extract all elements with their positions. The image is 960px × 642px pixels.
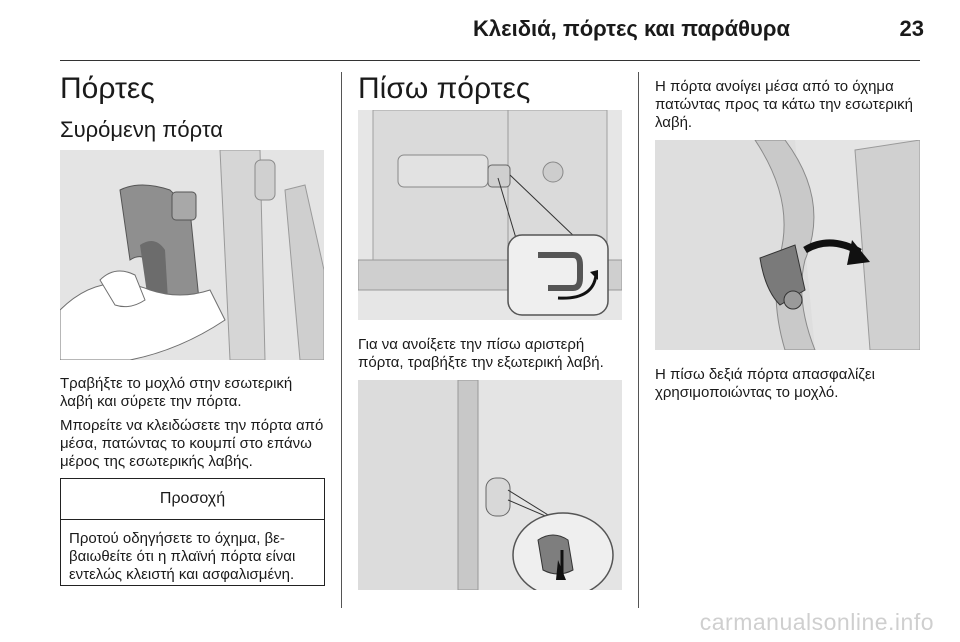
sliding-door-paragraph-1: Τραβήξτε το μοχλό στην εσωτερική λαβή και σύρετε την πόρτα.	[60, 375, 293, 410]
section-title-doors: Πόρτες	[60, 72, 155, 105]
header-rule	[60, 60, 920, 61]
sliding-door-paragraph-2: Μπορείτε να κλειδώσετε την πόρτα από μέσα, πατώντας το κουμπί στο επάνω μέρος της εσωτερικής λαβής.	[60, 417, 324, 470]
page-number: 23	[899, 16, 924, 41]
rear-door-exterior-handle-illustration	[358, 110, 622, 320]
column-divider-2	[638, 72, 639, 608]
sliding-door-handle-illustration	[60, 150, 324, 360]
chapter-title: Κλειδιά, πόρτες και παράθυρα	[473, 16, 790, 41]
rear-right-door-paragraph: Η πίσω δεξιά πόρτα απασφαλίζει χρησιμοποιώντας το μοχλό.	[655, 366, 875, 401]
rear-right-door-lever-illustration	[655, 140, 920, 350]
rear-left-door-paragraph: Για να ανοίξετε την πίσω αριστερή πόρτα, τραβήξτε την εξωτερική λαβή.	[358, 336, 604, 371]
subsection-title-sliding-door: Συρόμενη πόρτα	[60, 117, 223, 142]
footer-watermark: carmanualsonline.info	[699, 609, 934, 635]
section-title-rear-doors: Πίσω πόρτες	[358, 72, 531, 105]
caution-title: Προσοχή	[61, 479, 324, 520]
column-divider-1	[341, 72, 342, 608]
rear-door-inner-handle-paragraph: Η πόρτα ανοίγει μέσα από το όχημα πατώντας προς τα κάτω την εσωτερική λαβή.	[655, 78, 913, 131]
rear-door-interior-handle-illustration	[358, 380, 622, 590]
caution-box	[60, 478, 325, 586]
caution-text: Προτού οδηγήσετε το όχημα, βεβαιωθείτε ότι η πλαϊνή πόρτα είναι εντελώς κλειστή και ασφαλισμένη.	[69, 530, 296, 583]
